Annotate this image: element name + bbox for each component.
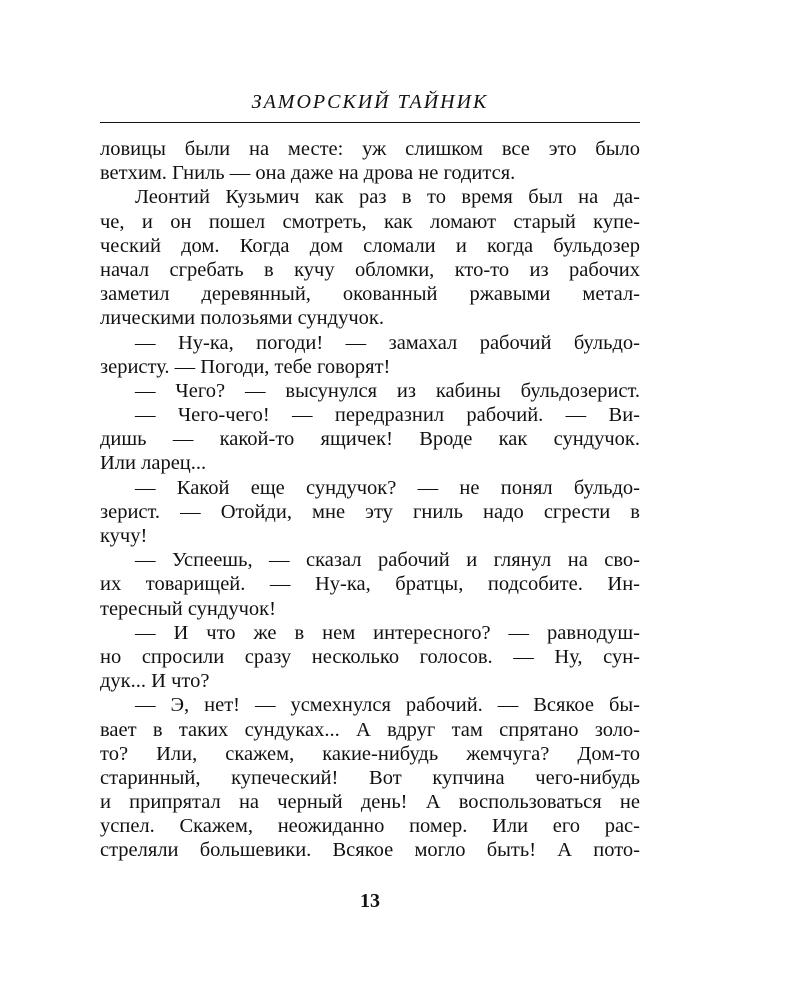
- text-line: и припрятал на черный день! А воспользоваться не: [100, 791, 640, 814]
- text-line: дишь — какой-то ящичек! Вроде как сундучок.: [100, 428, 640, 451]
- body-text: [100, 137, 640, 863]
- text-line: дук... И что?: [100, 670, 210, 693]
- text-line: заметил деревянный, окованный ржавыми метал-: [100, 283, 640, 306]
- text-line: Или ларец...: [100, 452, 207, 475]
- text-line: ческий дом. Когда дом сломали и когда бульдозер: [100, 234, 640, 257]
- text-line: зерист. — Отойди, мне эту гниль надо сгрести в: [100, 500, 640, 523]
- text-line: — Какой еще сундучок? — не понял бульдо-: [135, 476, 640, 499]
- text-line: — Э, нет! — усмехнулся рабочий. — Всякое бы-: [135, 694, 640, 717]
- text-line: че, и он пошел смотреть, как ломают старый купе-: [100, 210, 640, 233]
- text-line: стреляли большевики. Всякое могло быть! А пото-: [100, 839, 640, 862]
- page-number: 13: [360, 890, 380, 912]
- text-line: — Ну-ка, погоди! — замахал рабочий бульдо-: [135, 331, 640, 354]
- text-line: тересный сундучок!: [100, 597, 276, 620]
- text-line: но спросили сразу несколько голосов. — Ну, сун-: [100, 645, 640, 668]
- text-line: старинный, купеческий! Вот купчина чего-нибудь: [100, 766, 640, 789]
- text-line: успел. Скажем, неожиданно помер. Или его рас-: [100, 815, 640, 838]
- text-line: начал сгребать в кучу обломки, кто-то из рабочих: [100, 258, 640, 281]
- text-line: Леонтий Кузьмич как раз в то время был на да-: [135, 186, 640, 209]
- text-line: ветхим. Гниль — она даже на дрова не годится.: [100, 162, 516, 185]
- text-line: зеристу. — Погоди, тебе говорят!: [100, 355, 391, 378]
- text-line: их товарищей. — Ну-ка, братцы, подсобите. Ин-: [100, 573, 640, 596]
- text-line: лическими полозьями сундучок.: [100, 307, 384, 330]
- running-head-title: ЗАМОРСКИЙ ТАЙНИК: [251, 91, 489, 113]
- text-line: ловицы были на месте: уж слишком все это было: [100, 138, 640, 160]
- text-line: кучу!: [100, 525, 148, 547]
- text-line: — Успеешь, — сказал рабочий и глянул на сво-: [135, 549, 640, 572]
- text-line: — И что же в нем интересного? — равнодуш-: [135, 621, 640, 644]
- header-rule: [100, 122, 640, 123]
- text-line: — Чего? — высунулся из кабины бульдозерист.: [135, 379, 640, 402]
- text-line: вает в таких сундуках... А вдруг там спрятано золо-: [100, 718, 640, 741]
- text-line: то? Или, скажем, какие-нибудь жемчуга? Дом-то: [100, 742, 640, 765]
- text-line: — Чего-чего! — передразнил рабочий. — Ви-: [135, 404, 640, 427]
